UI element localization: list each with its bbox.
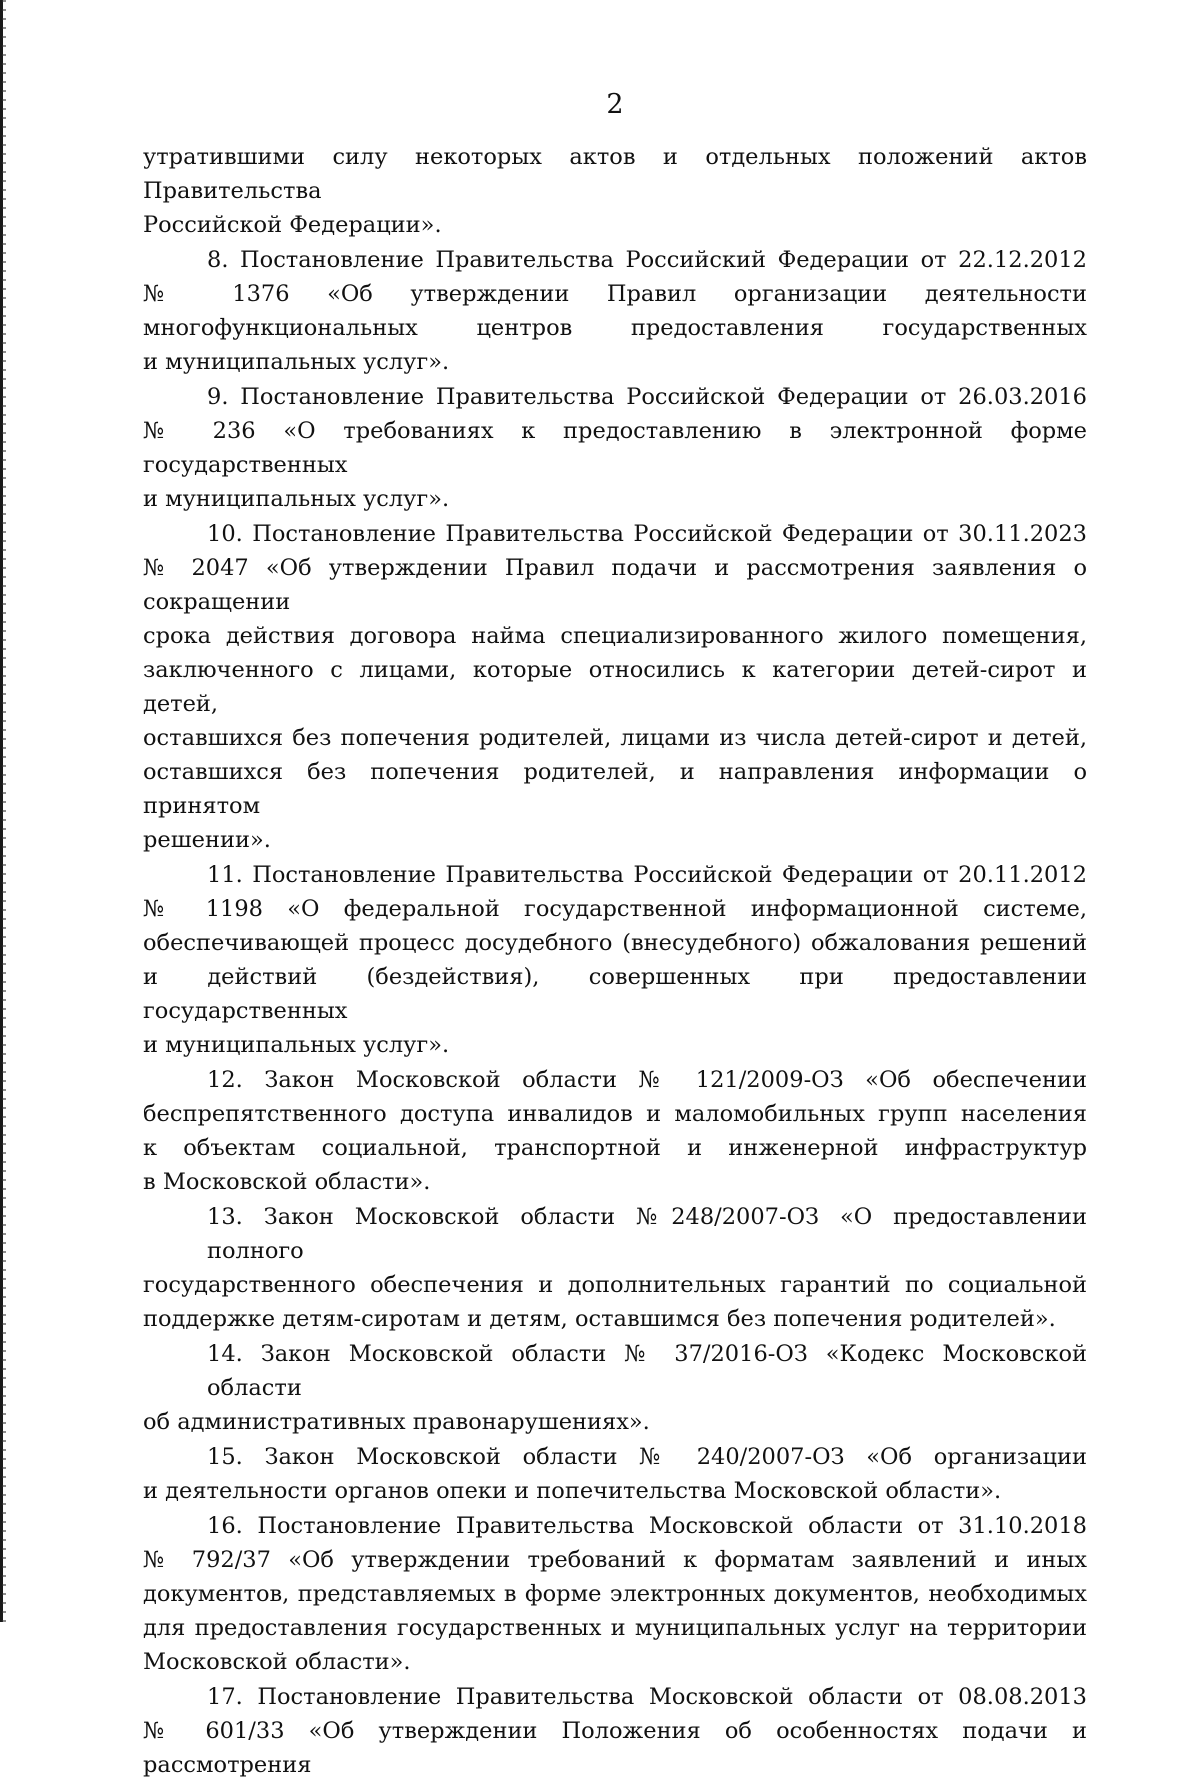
text-line: № 2047 «Об утверждении Правил подачи и рассмотрения заявления о сокращении: [143, 555, 1087, 615]
text-line: Российской Федерации».: [143, 212, 442, 238]
text-line: № 1198 «О федеральной государственной информационной системе,: [143, 896, 1087, 922]
list-item-16: [143, 1509, 1087, 1679]
text-line: 9. Постановление Правительства Российской Федерации от 26.03.2016: [207, 384, 1087, 410]
text-line: обеспечивающей процесс досудебного (внесудебного) обжалования решений: [143, 930, 1087, 956]
text-line: решении».: [143, 827, 271, 853]
text-line: и муниципальных услуг».: [143, 1032, 450, 1058]
text-line: 11. Постановление Правительства Российской Федерации от 20.11.2012: [207, 862, 1087, 888]
text-line: в Московской области».: [143, 1169, 431, 1195]
text-line: 10. Постановление Правительства Российской Федерации от 30.11.2023: [207, 521, 1087, 547]
text-line: Московской области».: [143, 1649, 411, 1675]
text-line: срока действия договора найма специализированного жилого помещения,: [143, 623, 1087, 649]
text-line: 15. Закон Московской области № 240/2007-ОЗ «Об организации: [207, 1444, 1087, 1470]
list-item-12: [143, 1063, 1087, 1199]
text-line: оставшихся без попечения родителей, и направления информации о принятом: [143, 759, 1087, 819]
text-line: № 601/33 «Об утверждении Положения об особенностях подачи и рассмотрения: [143, 1718, 1087, 1778]
text-line: к объектам социальной, транспортной и инженерной инфраструктур: [143, 1135, 1087, 1161]
text-line: 12. Закон Московской области № 121/2009-ОЗ «Об обеспечении: [207, 1067, 1087, 1093]
list-item-8: [143, 243, 1087, 379]
document-body: [143, 140, 1087, 1782]
list-item-14: [143, 1337, 1087, 1439]
text-line: 8. Постановление Правительства Российский Федерации от 22.12.2012: [207, 247, 1087, 273]
text-line: 13. Закон Московской области №248/2007-ОЗ «О предоставлении полного: [207, 1204, 1087, 1264]
page-number: 2: [606, 89, 624, 120]
list-item-13: [143, 1200, 1087, 1336]
text-line: беспрепятственного доступа инвалидов и маломобильных групп населения: [143, 1101, 1087, 1127]
text-line: № 1376 «Об утверждении Правил организации деятельности: [143, 281, 1087, 307]
text-line: поддержке детям-сиротам и детям, оставшимся без попечения родителей».: [143, 1306, 1056, 1332]
list-item-17: [143, 1680, 1087, 1782]
text-line: № 792/37 «Об утверждении требований к форматам заявлений и иных: [143, 1547, 1087, 1573]
text-line: для предоставления государственных и муниципальных услуг на территории: [143, 1615, 1087, 1641]
text-line: и муниципальных услуг».: [143, 349, 450, 375]
text-line: утратившими силу некоторых актов и отдельных положений актов Правительства: [143, 144, 1087, 204]
text-line: № 236 «О требованиях к предоставлению в электронной форме государственных: [143, 418, 1087, 478]
text-line: заключенного с лицами, которые относились к категории детей-сирот и детей,: [143, 657, 1087, 717]
text-line: 14. Закон Московской области № 37/2016-ОЗ «Кодекс Московской области: [207, 1341, 1087, 1401]
text-line: документов, представляемых в форме электронных документов, необходимых: [143, 1581, 1087, 1607]
text-line: об административных правонарушениях».: [143, 1409, 650, 1435]
list-item-10: [143, 517, 1087, 857]
text-line: государственного обеспечения и дополнительных гарантий по социальной: [143, 1272, 1087, 1298]
paragraph-continuation: [143, 140, 1087, 242]
text-line: оставшихся без попечения родителей, лицами из числа детей-сирот и детей,: [143, 725, 1087, 751]
text-line: 17. Постановление Правительства Московской области от 08.08.2013: [207, 1684, 1087, 1710]
list-item-9: [143, 380, 1087, 516]
text-line: 16. Постановление Правительства Московской области от 31.10.2018: [207, 1513, 1087, 1539]
list-item-11: [143, 858, 1087, 1062]
text-line: многофункциональных центров предоставления государственных: [143, 315, 1087, 341]
scan-edge-marks: [2, 0, 6, 1622]
list-item-15: [143, 1440, 1087, 1508]
text-line: и действий (бездействия), совершенных при предоставлении государственных: [143, 964, 1087, 1024]
text-line: и муниципальных услуг».: [143, 486, 450, 512]
text-line: и деятельности органов опеки и попечительства Московской области».: [143, 1478, 1002, 1504]
